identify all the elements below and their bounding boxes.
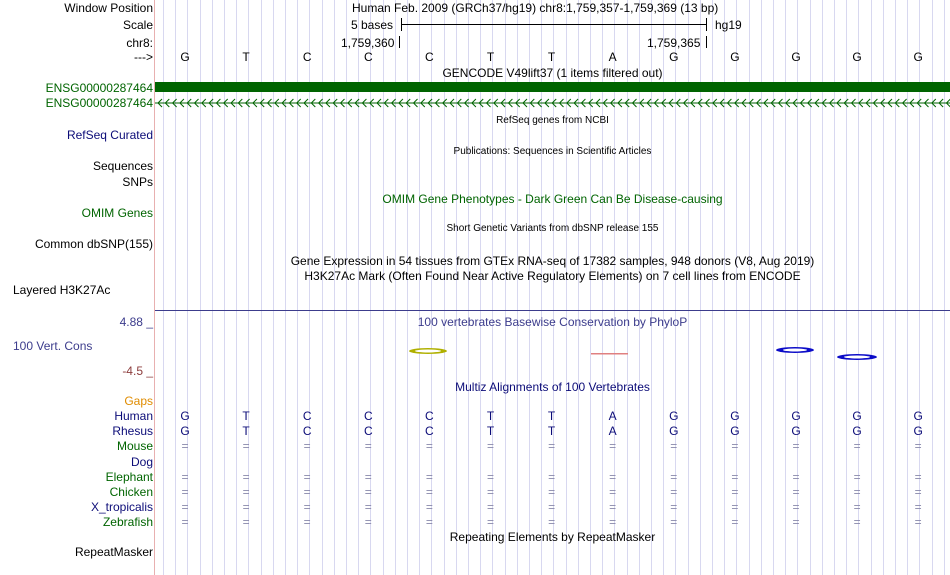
alignment-base: = [242, 469, 250, 484]
alignment-base: A [608, 409, 617, 423]
alignment-base: = [731, 439, 739, 454]
alignment-base: = [242, 515, 250, 530]
alignment-base: C [363, 409, 373, 423]
alignment-base: = [670, 515, 678, 530]
alignment-base: = [853, 500, 861, 515]
alignment-base: = [731, 485, 739, 499]
alignment-base: G [852, 409, 862, 423]
gencode-exon-bar[interactable] [155, 82, 950, 92]
scale-label: Scale [122, 18, 153, 32]
alignment-base: = [792, 469, 800, 484]
scale-bar-left-tick [401, 18, 402, 31]
alignment-base: = [792, 515, 800, 530]
alignment-base: = [792, 439, 800, 454]
sequence-base: G [852, 50, 862, 64]
alignment-base: = [853, 485, 861, 499]
alignment-base: = [303, 439, 311, 454]
alignment-base: = [670, 439, 678, 454]
alignment-base: G [180, 409, 190, 423]
ruler-tick-2 [706, 36, 707, 48]
alignment-base: = [486, 515, 494, 530]
species-label-x_tropicalis[interactable]: X_tropicalis [90, 500, 153, 515]
alignment-base: = [609, 439, 617, 454]
alignment-base: G [852, 424, 862, 439]
alignment-base: = [853, 439, 861, 454]
alignment-base: = [548, 515, 556, 530]
assembly-label: hg19 [715, 18, 742, 32]
alignment-base: = [792, 485, 800, 499]
alignment-base: = [364, 515, 372, 530]
alignment-base: = [486, 439, 494, 454]
sequence-base: G [791, 50, 801, 64]
window-position-label: Window Position [64, 1, 153, 15]
alignment-base: = [914, 439, 922, 454]
alignment-base: G [791, 424, 801, 439]
alignment-base: = [670, 469, 678, 484]
gencode-gene-label-2[interactable]: ENSG00000287464 [45, 96, 153, 110]
alignment-base: = [425, 439, 433, 454]
alignment-base: = [731, 500, 739, 515]
alignment-base: = [364, 439, 372, 454]
alignment-base: = [181, 439, 189, 454]
alignment-base: = [364, 500, 372, 515]
layered-h3k27ac-label[interactable]: Layered H3K27Ac [13, 283, 111, 297]
alignment-base: = [303, 485, 311, 499]
alignment-base: = [609, 469, 617, 484]
alignment-base: = [486, 485, 494, 499]
alignment-base: = [914, 515, 922, 530]
alignment-base: = [853, 469, 861, 484]
alignment-base: = [303, 469, 311, 484]
chromosome-label: chr8: [126, 36, 153, 50]
alignment-base: T [242, 424, 250, 439]
alignment-base: = [548, 439, 556, 454]
alignment-base: C [302, 424, 312, 439]
sequence-base: C [425, 50, 434, 64]
sequence-base: C [302, 50, 312, 64]
alignment-base: = [181, 515, 189, 530]
alignment-base: T [486, 424, 495, 439]
species-label-elephant[interactable]: Elephant [105, 469, 153, 484]
sequence-base: T [242, 50, 250, 64]
scale-bar-right-tick [706, 18, 707, 31]
alignment-base: = [731, 469, 739, 484]
alignment-base: G [730, 424, 740, 439]
alignment-base: C [425, 409, 434, 423]
alignment-base: G [669, 409, 679, 423]
phylop-logo-plot [155, 340, 950, 365]
alignment-base: T [547, 424, 556, 439]
species-label-chicken[interactable]: Chicken [109, 485, 153, 499]
ruler-position-1: 1,759,360 [341, 36, 395, 50]
gencode-intron-line[interactable] [155, 97, 950, 109]
snps-label[interactable]: SNPs [122, 175, 153, 189]
gtex-track-title[interactable]: Gene Expression in 54 tissues from GTEx RNA-seq of 17382 samples, 948 donors (V8, Aug 2019) [290, 254, 815, 268]
alignment-base: = [181, 500, 189, 515]
omim-genes-label[interactable]: OMIM Genes [81, 206, 153, 220]
dbsnp-track-title[interactable]: Short Genetic Variants from dbSNP release 155 [446, 223, 659, 234]
alignment-base: A [608, 424, 617, 439]
sequence-base: A [608, 50, 617, 64]
cons-max-label: 4.88 _ [119, 315, 153, 329]
alignment-base: = [548, 500, 556, 515]
sequence-base: T [547, 50, 556, 64]
repeatmasker-track-title[interactable]: Repeating Elements by RepeatMasker [449, 530, 656, 544]
alignment-base: G [913, 424, 923, 439]
refseq-curated-label[interactable]: RefSeq Curated [66, 128, 153, 142]
alignment-base: G [669, 424, 679, 439]
alignment-base: = [670, 500, 678, 515]
alignment-base: = [609, 500, 617, 515]
sequence-base: G [730, 50, 740, 64]
alignment-base: = [914, 500, 922, 515]
species-label-rhesus[interactable]: Rhesus [112, 424, 153, 439]
sequence-base: T [486, 50, 495, 64]
publications-track-title[interactable]: Publications: Sequences in Scientific Articles [453, 146, 652, 157]
gaps-label[interactable]: Gaps [124, 394, 153, 408]
h3k27ac-track-title[interactable]: H3K27Ac Mark (Often Found Near Active Regulatory Elements) on 7 cell lines from ENCODE [304, 269, 801, 283]
alignment-base: = [425, 485, 433, 499]
alignment-base: C [425, 424, 434, 439]
alignment-base: = [303, 500, 311, 515]
alignment-base: G [913, 409, 923, 423]
species-label-mouse[interactable]: Mouse [116, 439, 153, 454]
alignment-base: G [791, 409, 801, 423]
alignment-base: = [425, 469, 433, 484]
alignment-base: = [548, 469, 556, 484]
alignment-base: C [363, 424, 373, 439]
alignment-base: = [731, 515, 739, 530]
alignment-base: = [242, 485, 250, 499]
alignment-base: = [364, 485, 372, 499]
sequences-label[interactable]: Sequences [92, 159, 153, 173]
alignment-base: = [425, 515, 433, 530]
scale-bases-text: 5 bases [351, 18, 394, 32]
alignment-base: = [914, 469, 922, 484]
alignment-base: = [853, 515, 861, 530]
window-position-text[interactable]: Human Feb. 2009 (GRCh37/hg19) chr8:1,759,357-1,759,369 (13 bp) [352, 1, 719, 15]
alignment-base: = [914, 485, 922, 499]
alignment-base: = [609, 485, 617, 499]
alignment-base: = [548, 485, 556, 499]
species-label-zebrafish[interactable]: Zebrafish [102, 515, 153, 530]
h3k27ac-baseline [155, 310, 950, 311]
ruler-tick-1 [399, 36, 400, 48]
gencode-track-title[interactable]: GENCODE V49lift37 (1 items filtered out) [442, 66, 663, 80]
alignment-base: = [242, 439, 250, 454]
alignment-base: = [486, 500, 494, 515]
repeatmasker-label[interactable]: RepeatMasker [74, 545, 153, 559]
alignment-base: = [181, 469, 189, 484]
alignment-base: = [425, 500, 433, 515]
sequence-base: C [363, 50, 373, 64]
alignment-base: = [609, 515, 617, 530]
alignment-base: G [180, 424, 190, 439]
refseq-track-title[interactable]: RefSeq genes from NCBI [496, 115, 609, 126]
common-dbsnp-label[interactable]: Common dbSNP(155) [34, 237, 153, 251]
cons-min-label: -4.5 _ [122, 364, 153, 378]
vert-cons-label[interactable]: 100 Vert. Cons [13, 339, 93, 353]
alignment-base: = [486, 469, 494, 484]
sequence-base: G [913, 50, 923, 64]
alignment-base: C [302, 409, 312, 423]
phylop-track-title[interactable]: 100 vertebrates Basewise Conservation by PhyloP [417, 315, 688, 329]
gencode-gene-label-1[interactable]: ENSG00000287464 [45, 81, 153, 95]
alignment-base: G [730, 409, 740, 423]
alignment-base: = [181, 485, 189, 499]
alignment-base: T [486, 409, 495, 423]
alignment-base: = [303, 515, 311, 530]
alignment-base: T [242, 409, 250, 423]
scale-bar [401, 24, 707, 25]
multiz-track-title[interactable]: Multiz Alignments of 100 Vertebrates [455, 380, 650, 394]
species-label-human[interactable]: Human [114, 409, 153, 423]
alignment-base: = [792, 500, 800, 515]
alignment-base: = [364, 469, 372, 484]
sequence-base: G [669, 50, 679, 64]
omim-track-title[interactable]: OMIM Gene Phenotypes - Dark Green Can Be Disease-causing [382, 192, 723, 206]
alignment-base: = [242, 500, 250, 515]
phylop-logo-t [591, 353, 628, 355]
ruler-position-2: 1,759,365 [647, 36, 701, 50]
strand-arrow-label: ---> [134, 50, 153, 64]
alignment-base: T [547, 409, 556, 423]
sequence-base: G [180, 50, 190, 64]
alignment-base: = [670, 485, 678, 499]
species-label-dog[interactable]: Dog [130, 454, 153, 469]
